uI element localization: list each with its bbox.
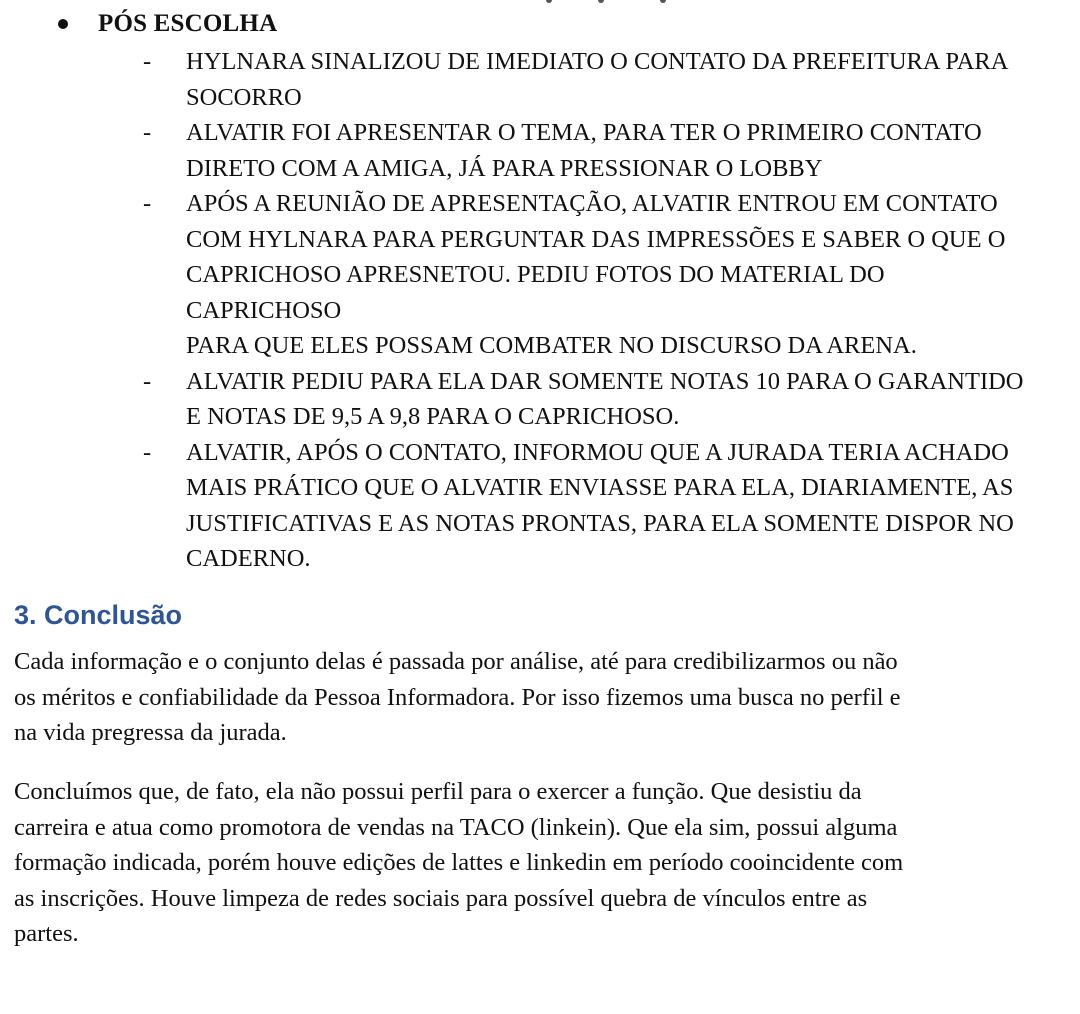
conclusion-paragraph (14, 644, 1064, 751)
paragraph-line: na vida pregressa da jurada. (14, 719, 287, 746)
dash-item-line: E NOTAS DE 9,5 A 9,8 PARA O CAPRICHOSO. (186, 403, 680, 430)
dash-item-line: ALVATIR FOI APRESENTAR O TEMA, PARA TER O PRIMEIRO CONTATO (186, 119, 982, 146)
dash-item-line: DIRETO COM A AMIGA, JÁ PARA PRESSIONAR O LOBBY (186, 154, 823, 182)
dash-item-line: HYLNARA SINALIZOU DE IMEDIATO O CONTATO DA PREFEITURA PARA (186, 48, 1009, 75)
dash-mark: - (143, 48, 152, 75)
bullet-title: PÓS ESCOLHA (98, 10, 278, 37)
dash-item (0, 435, 1080, 577)
paragraph-line: Cada informação e o conjunto delas é passada por análise, até para credibilizarmos ou não (14, 648, 898, 675)
dash-item-line: CAPRICHOSO APRESNETOU. PEDIU FOTOS DO MATERIAL DO CAPRICHOSO (186, 261, 885, 324)
dash-item (0, 364, 1080, 435)
dash-item-line: ALVATIR PEDIU PARA ELA DAR SOMENTE NOTAS 10 PARA O GARANTIDO (186, 367, 1024, 395)
dash-mark: - (143, 190, 152, 217)
dash-item-line: SOCORRO (186, 83, 302, 111)
dash-list (0, 44, 1080, 577)
dash-item-line: MAIS PRÁTICO QUE O ALVATIR ENVIASSE PARA ELA, DIARIAMENTE, AS (186, 474, 1014, 501)
paragraph-line: partes. (14, 920, 79, 947)
paragraph-line: formação indicada, porém houve edições de lattes e linkedin em período cooincidente com (14, 849, 904, 876)
dash-item-line: CADERNO. (186, 545, 311, 572)
bullet-heading (58, 10, 277, 38)
dash-mark: - (143, 438, 152, 466)
dash-item-line: ALVATIR, APÓS O CONTATO, INFORMOU QUE A JURADA TERIA ACHADO (186, 438, 1009, 466)
dash-item-line: APÓS A REUNIÃO DE APRESENTAÇÃO, ALVATIR ENTROU EM CONTATO (186, 190, 998, 217)
paragraph-line: Concluímos que, de fato, ela não possui perfil para o exercer a função. Que desistiu da (14, 778, 862, 805)
paragraph-line: carreira e atua como promotora de vendas na TACO (linkein). Que ela sim, possui alguma (14, 813, 898, 841)
dash-item (0, 44, 1080, 115)
bullet-dot-icon (58, 19, 68, 29)
dash-mark: - (143, 119, 152, 146)
cropped-text-fragment (520, 0, 680, 4)
dash-item-line: JUSTIFICATIVAS E AS NOTAS PRONTAS, PARA ELA SOMENTE DISPOR NO (186, 509, 1014, 537)
dash-item-line: COM HYLNARA PARA PERGUNTAR DAS IMPRESSÕES E SABER O QUE O (186, 225, 1006, 253)
dash-item (0, 186, 1080, 364)
section-heading: 3. Conclusão (14, 600, 183, 630)
dash-item-line: PARA QUE ELES POSSAM COMBATER NO DISCURSO DA ARENA. (186, 332, 917, 359)
conclusion-paragraph (14, 774, 1064, 952)
dash-item (0, 115, 1080, 186)
dash-mark: - (143, 367, 152, 395)
paragraph-line: os méritos e confiabilidade da Pessoa Informadora. Por isso fizemos uma busca no perfil e (14, 683, 901, 711)
paragraph-line: as inscrições. Houve limpeza de redes sociais para possível quebra de vínculos entre as (14, 884, 868, 912)
